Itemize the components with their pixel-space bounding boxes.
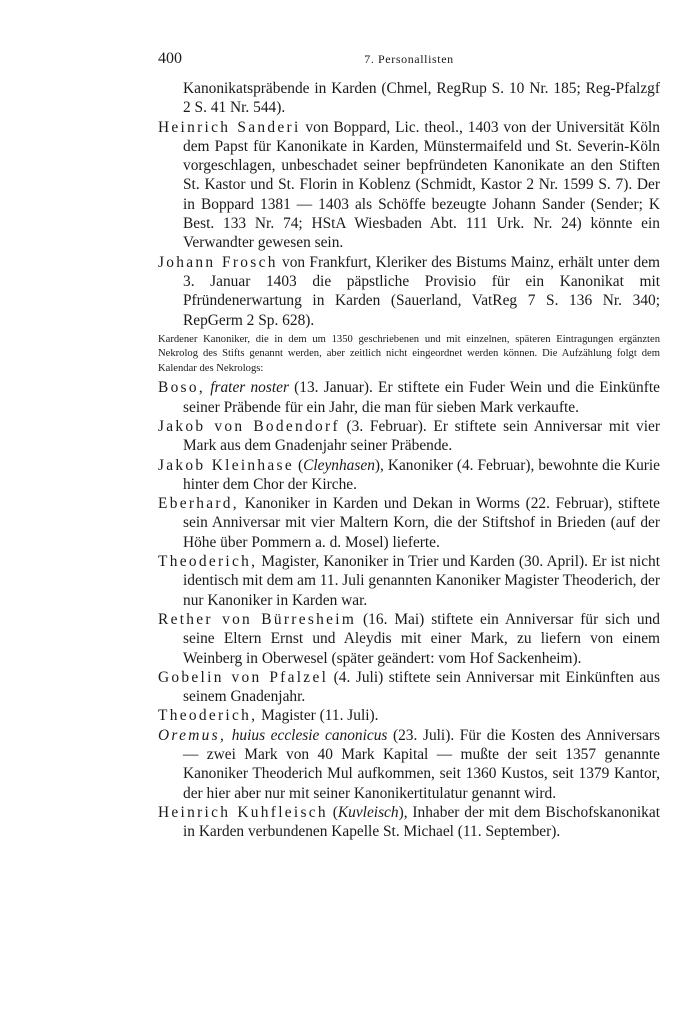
list-item bbox=[158, 417, 660, 456]
entry-text: (23. Juli). Für die Kosten des Anniversars — zwei Mark von 40 Mark Kapital — mußte der seit 1357 genannte Kanoniker Theoderich Mul aufkommen, seit 1360 Kustos, seit 1379 Kantor, der hier aber nur mit seiner Kanonikertitulatur genannt wird. bbox=[183, 726, 660, 802]
running-head: 7. Personallisten bbox=[364, 52, 454, 66]
list-item bbox=[158, 378, 660, 417]
list-item bbox=[158, 668, 660, 707]
entry-name: Jakob Kleinhase bbox=[158, 456, 294, 474]
entry-italic: Kuvleisch bbox=[337, 803, 399, 821]
entry-name: Eberhard, bbox=[158, 495, 239, 513]
page-body bbox=[158, 79, 660, 841]
entry-name: Heinrich Sanderi bbox=[158, 118, 301, 136]
entry-text: Magister, Kanoniker in Trier und Karden (30. April). Er ist nicht identisch mit dem am 11. Juli genannten Kanoniker Magister Theoderich, der nur Kanoniker in Karden war. bbox=[183, 553, 660, 609]
list-item bbox=[158, 610, 660, 668]
page-header bbox=[158, 50, 660, 72]
entry-text: (16. Mai) stiftete ein Anniversar für sich und seine Eltern Ernst und Aleydis mit einer Mark, zu liefern von einem Weinberg in Oberwesel (später geändert: vom Hof Sackenheim). bbox=[183, 610, 660, 667]
entry-name: Gobelin von Pfalzel bbox=[158, 668, 329, 686]
entry-text: ), Inhaber der mit dem Bischofskanonikat in Karden verbundenen Kapelle St. Michael (11. September). bbox=[183, 803, 660, 841]
list-item bbox=[158, 706, 660, 725]
list-item bbox=[158, 552, 660, 610]
list-item bbox=[158, 253, 660, 330]
entry-text: von Frankfurt, Kleriker des Bistums Mainz, erhält unter dem 3. Januar 1403 die päpstliche Provisio für ein Kanonikat mit Pfründenerwartung in Karden (Sauerland, VatReg 7 S. 136 Nr. 340; RepGerm 2 Sp. 628). bbox=[183, 253, 661, 329]
entry-text: Kanoniker in Karden und Dekan in Worms (22. Februar), stiftete sein Anniversar mit vier Maltern Korn, die der Stiftshof in Brieden (auf der Höhe über Pommern a. d. Mosel) lieferte. bbox=[183, 495, 660, 551]
list-item bbox=[158, 494, 660, 552]
entry-italic: frater noster bbox=[210, 379, 289, 397]
entry-text: Kanonikatspräbende in Karden (Chmel, RegRup S. 10 Nr. 185; Reg-Pfalzgf 2 S. 41 Nr. 544). bbox=[183, 80, 660, 117]
entry-italic: huius ecclesie canonicus bbox=[231, 726, 388, 744]
entry-name: Heinrich Kuhfleisch bbox=[158, 803, 328, 821]
entry-name: Oremus, bbox=[158, 726, 227, 744]
entry-italic: Cleynhasen bbox=[303, 456, 375, 474]
entry-text: ), Kanoniker (4. Februar), bewohnte die Kurie hinter dem Chor der Kirche. bbox=[183, 456, 660, 493]
entry-name: Jakob von Bodendorf bbox=[158, 417, 340, 435]
entry-text: (3. Februar). Er stiftete sein Anniversar mit vier Mark aus dem Gnadenjahr seiner Präbende. bbox=[183, 417, 660, 455]
entry-text: (4. Juli) stiftete sein Anniversar mit Einkünften aus seinem Gnadenjahr. bbox=[183, 668, 660, 706]
entry-name: Rether von Bürresheim bbox=[158, 610, 357, 628]
list-item bbox=[158, 726, 660, 803]
list-item: Jakob Kleinhase (Cleynhasen), Kanoniker (4. Februar), bewohnte die Kurie hinter dem Chor der Kirche. bbox=[158, 456, 660, 493]
entry-text: (13. Januar). Er stiftete ein Fuder Wein und die Einkünfte seiner Präbende für ein Jahr, die man für sieben Mark verkaufte. bbox=[183, 379, 660, 416]
section-note: Kardener Kanoniker, die in dem um 1350 geschriebenen und mit einzelnen, späteren Eintragungen ergänzten Nekrolog des Stifts genannt werden, aber zeitlich nicht eingeordnet werden können. Die Aufzählung folgt dem Kalendar des Nekrologs: bbox=[158, 333, 660, 374]
entry-text: von Boppard, Lic. theol., 1403 von der Universität Köln dem Papst für Kanonikate in Karden, Münstermaifeld und St. Severin-Köln vorgeschlagen, unbeschadet seiner bepfründeten Kanonikate an den Stiften St. Kastor und St. Florin in Koblenz (Schmidt, Kastor 2 Nr. 1599 S. 7). Der in Boppard 1381 — 1403 als Schöffe bezeugte Johann Sander (Sender; K Best. 133 Nr. 74; HStA Wiesbaden Abt. 111 Urk. Nr. 24) könnte ein Verwandter gewesen sein. bbox=[183, 118, 660, 252]
entry-name: Boso, bbox=[158, 379, 205, 397]
entry-text: Magister (11. Juli). bbox=[257, 707, 379, 725]
list-item bbox=[158, 79, 660, 118]
entry-name: Theoderich, bbox=[158, 553, 258, 571]
list-item bbox=[158, 118, 660, 253]
entry-name: Theoderich, bbox=[158, 707, 258, 725]
page-number: 400 bbox=[158, 50, 182, 67]
entry-name: Johann Frosch bbox=[158, 253, 278, 271]
list-item: Heinrich Kuhfleisch (Kuvleisch), Inhaber der mit dem Bischofskanonikat in Karden verbundenen Kapelle St. Michael (11. September). bbox=[158, 803, 660, 841]
